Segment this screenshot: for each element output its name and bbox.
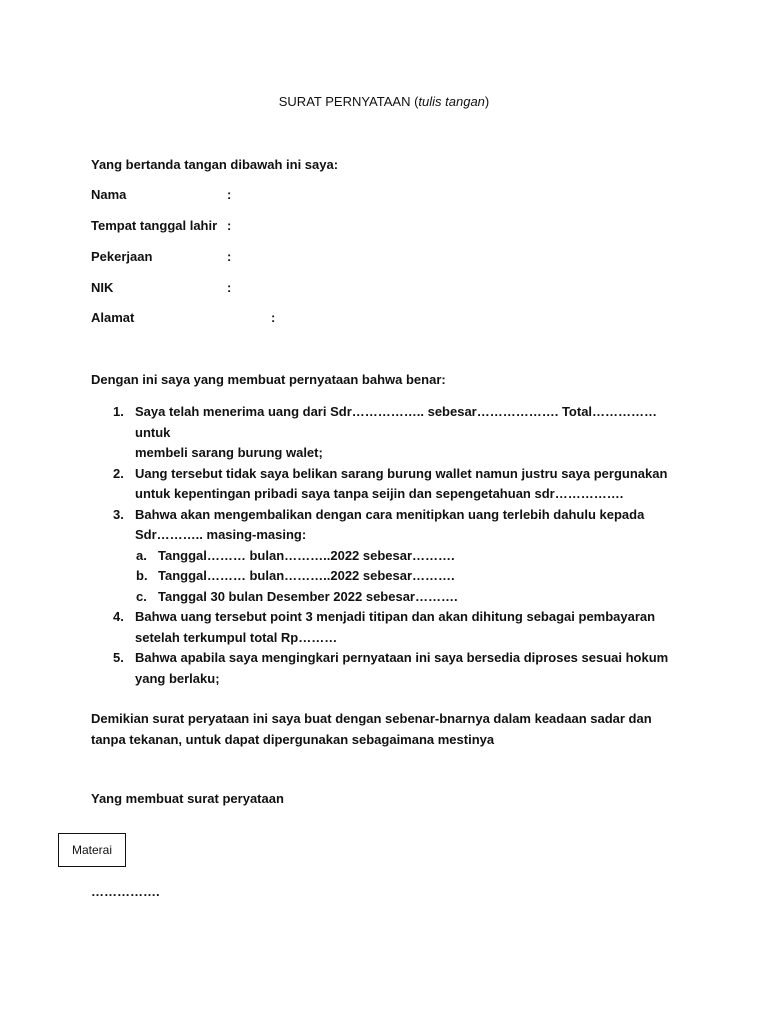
sub-list-letter: a.	[136, 547, 147, 563]
list-number: 4.	[113, 609, 124, 624]
sub-list-item	[91, 587, 681, 608]
closing-line: tanpa tekanan, untuk dapat dipergunakan sebagaimana mestinya	[91, 732, 495, 747]
title-italic-text: tulis tangan	[418, 94, 485, 109]
field-colon: :	[227, 218, 232, 233]
sub-list-item	[91, 546, 681, 567]
field-colon: :	[271, 310, 276, 325]
field-nik	[91, 280, 232, 295]
field-label: Tempat tanggal lahir	[91, 218, 218, 233]
intro-text: Yang bertanda tangan dibawah ini saya:	[91, 157, 339, 172]
list-item	[91, 505, 681, 546]
title-close: )	[484, 94, 490, 109]
signer-label: Yang membuat surat peryataan	[91, 791, 284, 806]
field-label: Nama	[91, 187, 127, 202]
field-colon: :	[227, 249, 232, 264]
list-item	[91, 648, 681, 689]
list-number: 5.	[113, 650, 124, 665]
closing-paragraph	[91, 708, 691, 750]
list-line: Uang tersebut tidak saya belikan sarang burung wallet namun justru saya pergunakan	[135, 465, 668, 481]
field-colon: :	[227, 187, 232, 202]
sub-list-letter: c.	[136, 588, 147, 604]
list-line: Sdr……….. masing-masing:	[135, 527, 307, 542]
field-label: Pekerjaan	[91, 249, 153, 264]
list-line: Bahwa apabila saya mengingkari pernyataan ini saya bersedia diproses sesuai hokum	[135, 650, 669, 665]
signature-line: …………….	[91, 884, 160, 899]
field-pekerjaan	[91, 249, 232, 264]
materai-label: Materai	[71, 843, 112, 857]
list-line: setelah terkumpul total Rp………	[135, 629, 338, 645]
sub-list-item	[91, 566, 681, 587]
list-item	[91, 402, 681, 464]
list-item	[91, 607, 681, 648]
title-text: SURAT PERNYATAAN (	[278, 94, 419, 109]
list-line: Saya telah menerima uang dari Sdr…………….. sebesar………………. Total……………untuk	[135, 404, 658, 440]
closing-line: Demikian surat peryataan ini saya buat dengan sebenar-bnarnya dalam keadaan sadar dan	[91, 711, 652, 726]
sub-list-line: Tanggal 30 bulan Desember 2022 sebesar……….	[158, 588, 458, 604]
field-colon: :	[227, 280, 232, 295]
field-nama	[91, 187, 232, 202]
sub-list-line: Tanggal……… bulan………..2022 sebesar……….	[158, 547, 455, 563]
list-line: Bahwa uang tersebut point 3 menjadi titipan dan akan dihitung sebagai pembayaran	[135, 609, 656, 624]
list-number: 3.	[113, 506, 124, 522]
field-alamat	[91, 310, 276, 325]
list-item	[91, 464, 681, 505]
field-label: NIK	[91, 280, 114, 295]
list-number: 1.	[113, 404, 124, 419]
materai-stamp-box	[58, 833, 126, 867]
statement-list	[91, 402, 681, 689]
list-line: yang berlaku;	[135, 670, 220, 686]
list-line: Bahwa akan mengembalikan dengan cara menitipkan uang terlebih dahulu kepada	[135, 506, 645, 522]
list-line: untuk kepentingan pribadi saya tanpa seijin dan sepengetahuan sdr…………….	[135, 486, 624, 501]
document-title	[0, 94, 768, 109]
sub-list-letter: b.	[136, 568, 148, 583]
list-line: membeli sarang burung walet;	[135, 445, 323, 460]
field-label: Alamat	[91, 310, 135, 325]
lead-text: Dengan ini saya yang membuat pernyataan bahwa benar:	[91, 372, 446, 387]
list-number: 2.	[113, 465, 124, 481]
field-tempat-tanggal-lahir	[91, 218, 232, 233]
sub-list-line: Tanggal……… bulan………..2022 sebesar……….	[158, 568, 455, 583]
